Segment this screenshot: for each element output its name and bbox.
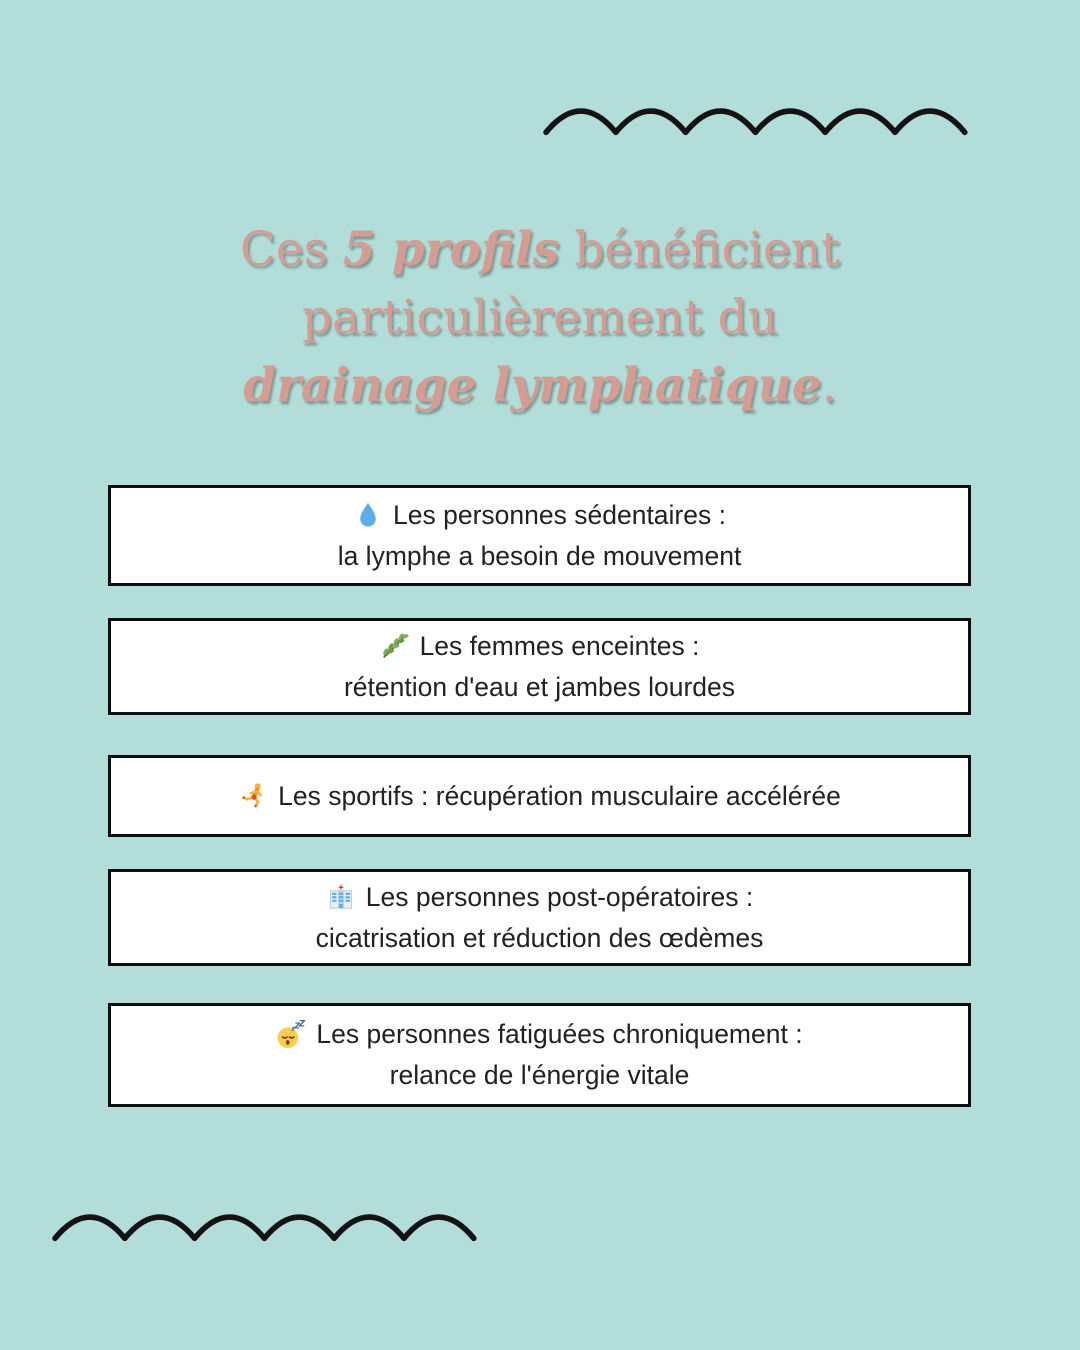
svg-text:z: z: [291, 1025, 296, 1032]
profile-card-post-operatoires: [108, 869, 971, 966]
title-text: .: [821, 358, 837, 413]
droplet-icon: [353, 500, 383, 530]
svg-text:Z: Z: [299, 1019, 306, 1029]
card-heading: [276, 1014, 802, 1055]
title-text: bénéficient: [559, 222, 840, 277]
title-line-2: particulièrement du: [301, 290, 779, 345]
title-line-1: [0, 216, 1080, 284]
title-text: Ces: [240, 222, 343, 277]
sleepy-face-icon: [276, 1020, 306, 1050]
page-title: [0, 216, 1080, 420]
card-subtext: relance de l'énergie vitale: [389, 1060, 690, 1090]
card-heading-text: Les femmes enceintes :: [419, 630, 700, 661]
card-heading-text: Les personnes post-opératoires :: [365, 881, 754, 912]
title-emphasis-text: drainage lymphatique: [243, 358, 822, 413]
card-heading: [380, 626, 700, 667]
svg-text:Z: Z: [294, 1020, 301, 1030]
card-subtext: la lymphe a besoin de mouvement: [337, 540, 742, 571]
card-heading: [326, 877, 753, 918]
wavy-line-bottom-icon: [52, 1210, 477, 1244]
profile-card-fatigue-chronique: [108, 1003, 971, 1107]
card-subtext: cicatrisation et réduction des œdèmes: [315, 922, 764, 953]
title-line-3: [0, 352, 1080, 420]
card-heading: [238, 776, 841, 817]
card-heading-text: Les personnes sédentaires :: [393, 499, 726, 530]
hospital-icon: [326, 882, 356, 912]
herb-icon: [380, 631, 410, 661]
card-heading-text: Les sportifs : récupération musculaire accélérée: [278, 780, 841, 811]
profile-card-sportifs: [108, 755, 971, 837]
profile-card-sedentaires: [108, 485, 971, 586]
wavy-line-top-icon: [543, 104, 968, 138]
profile-card-femmes-enceintes: [108, 618, 971, 715]
card-heading-text: Les personnes fatiguées chroniquement :: [316, 1019, 803, 1049]
card-subtext: rétention d'eau et jambes lourdes: [343, 671, 736, 702]
card-heading: [353, 495, 726, 536]
runner-icon: [238, 781, 268, 811]
title-emphasis-text: 5 profils: [342, 222, 560, 277]
